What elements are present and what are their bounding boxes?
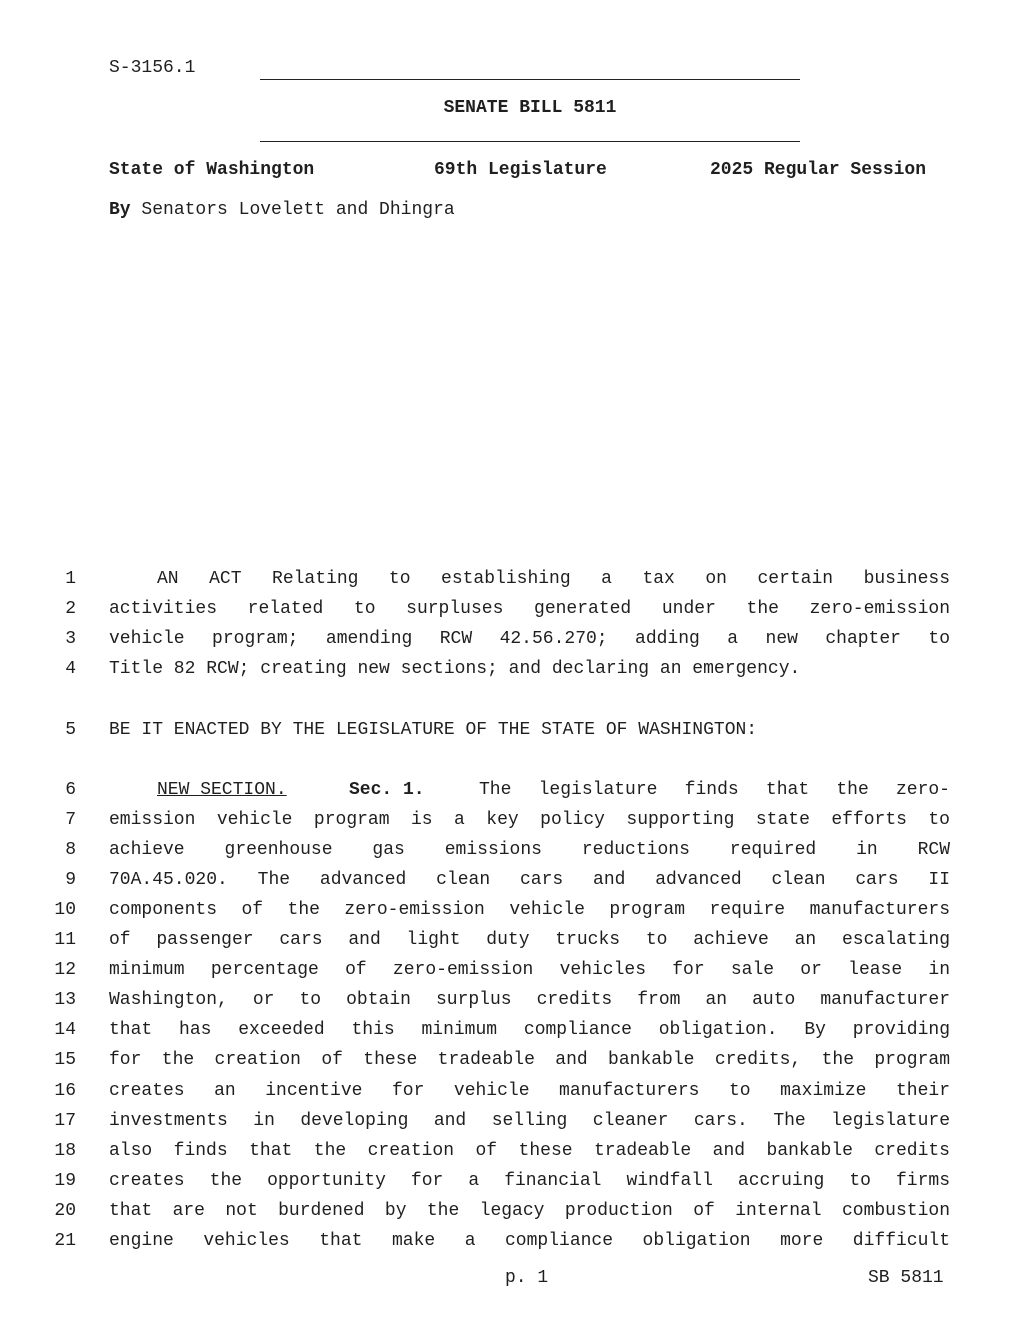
sponsors: Senators Lovelett and Dhingra: [141, 200, 455, 220]
line-number: 3: [65, 629, 76, 649]
line-number: 19: [54, 1171, 76, 1191]
body-line: Washington, or to obtain surplus credits from an auto manufacturer: [109, 990, 950, 1010]
line-number: 12: [54, 960, 76, 980]
top-rule: [260, 79, 800, 80]
line-number: 8: [65, 840, 76, 860]
page-number: p. 1: [505, 1268, 549, 1288]
body-line: vehicle program; amending RCW 42.56.270; adding a new chapter to: [109, 629, 950, 649]
body-line: that are not burdened by the legacy production of internal combustion: [109, 1201, 950, 1221]
body-line: creates the opportunity for a financial windfall accruing to firms: [109, 1171, 950, 1191]
body-line: investments in developing and selling cleaner cars. The legislature: [109, 1111, 950, 1131]
body-line: 70A.45.020. The advanced clean cars and advanced clean cars II: [109, 870, 950, 890]
line-number: 18: [54, 1141, 76, 1161]
line-number: 4: [65, 659, 76, 679]
body-line: AN ACT Relating to establishing a tax on certain business: [157, 569, 950, 589]
body-line: achieve greenhouse gas emissions reductions required in RCW: [109, 840, 950, 860]
body-line: that has exceeded this minimum compliance obligation. By providing: [109, 1020, 950, 1040]
body-line: activities related to surpluses generated under the zero-emission: [109, 599, 950, 619]
footer-bill-id: SB 5811: [868, 1268, 944, 1288]
sponsor-line: [109, 200, 455, 220]
bottom-rule: [260, 141, 800, 142]
line-number: 14: [54, 1020, 76, 1040]
session-label: 2025 Regular Session: [710, 160, 927, 180]
line-number: 5: [65, 720, 76, 740]
legislature-label: 69th Legislature: [434, 160, 607, 180]
line-number: 16: [54, 1081, 76, 1101]
line-number: 17: [54, 1111, 76, 1131]
line-number: 20: [54, 1201, 76, 1221]
line-number: 9: [65, 870, 76, 890]
body-line: components of the zero-emission vehicle program require manufacturers: [109, 900, 950, 920]
line-number: 15: [54, 1050, 76, 1070]
body-line: for the creation of these tradeable and bankable credits, the program: [109, 1050, 950, 1070]
bill-title: SENATE BILL 5811: [443, 98, 617, 118]
draft-number: S-3156.1: [109, 58, 196, 78]
line-number: 2: [65, 599, 76, 619]
by-label: By: [109, 200, 131, 220]
line-number: 11: [54, 930, 76, 950]
body-line: creates an incentive for vehicle manufacturers to maximize their: [109, 1081, 950, 1101]
body-line: emission vehicle program is a key policy supporting state efforts to: [109, 810, 950, 830]
state-label: State of Washington: [109, 160, 315, 180]
body-line: engine vehicles that make a compliance obligation more difficult: [109, 1231, 950, 1251]
line-number: 13: [54, 990, 76, 1010]
new-section-label: NEW SECTION.: [157, 780, 287, 800]
enacting-clause: BE IT ENACTED BY THE LEGISLATURE OF THE STATE OF WASHINGTON:: [109, 720, 758, 740]
line-number: 10: [54, 900, 76, 920]
body-line: of passenger cars and light duty trucks to achieve an escalating: [109, 930, 950, 950]
line-number: 21: [54, 1231, 76, 1251]
section-number: Sec. 1.: [349, 780, 425, 800]
body-line: minimum percentage of zero-emission vehicles for sale or lease in: [109, 960, 950, 980]
line-number: 1: [65, 569, 76, 589]
body-line: Title 82 RCW; creating new sections; and declaring an emergency.: [109, 659, 801, 679]
line-number: 6: [65, 780, 76, 800]
line-number: 7: [65, 810, 76, 830]
body-line: The legislature finds that the zero-: [479, 780, 950, 800]
body-line: also finds that the creation of these tradeable and bankable credits: [109, 1141, 950, 1161]
